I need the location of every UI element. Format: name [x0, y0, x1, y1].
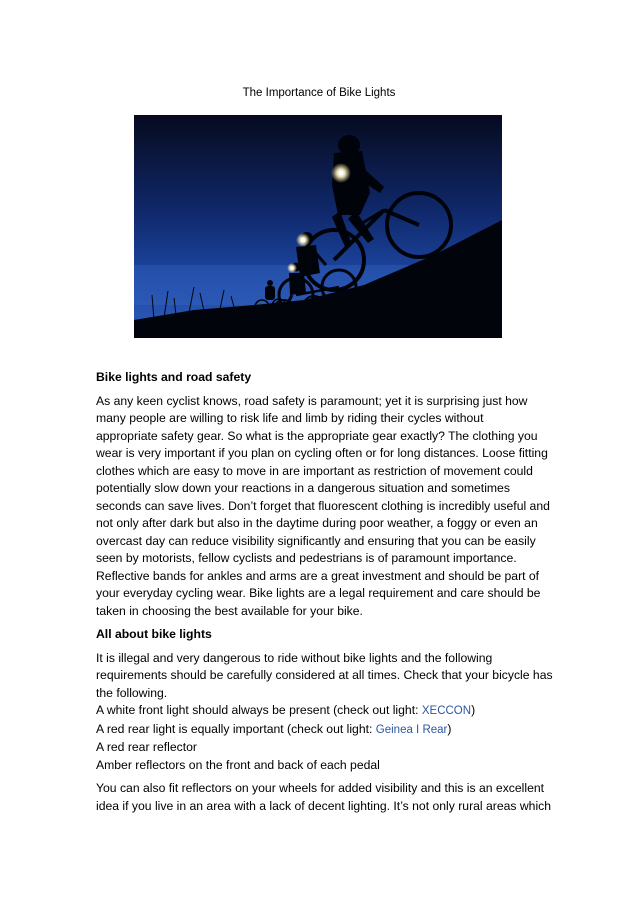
- text-line: taken in choosing the best available for your bike.: [96, 603, 363, 618]
- document-title: The Importance of Bike Lights: [242, 87, 396, 99]
- text-line: potentially slow down your reactions in a dangerous situation and sometimes: [96, 481, 510, 495]
- requirement-text: A white front light should always be present (check out light:: [96, 703, 422, 717]
- requirement-item-rear-reflector: A red rear reflector: [96, 740, 197, 754]
- requirement-text: A red rear light is equally important (check out light:: [96, 721, 376, 736]
- requirement-item-front-light: [96, 702, 551, 721]
- text-line: It is illegal and very dangerous to ride without bike lights and the following: [96, 650, 493, 665]
- text-line: your everyday cycling wear. Bike lights are a legal requirement and care should be: [96, 586, 541, 600]
- requirement-text-end: ): [447, 721, 452, 736]
- xeccon-link[interactable]: XECCON: [421, 705, 472, 717]
- text-line: seen by motorists, fellow cyclists and pedestrians is of paramount importance.: [96, 551, 517, 565]
- text-line: You can also fit reflectors on your wheels for added visibility and this is an excellent: [96, 781, 545, 795]
- text-line: idea if you live in an area with a lack of decent lighting. It’s not only rural areas which: [96, 798, 552, 813]
- text-line: wear is very important if you plan on cycling often or for long distances. Loose fitting: [96, 446, 548, 460]
- article-body: [96, 369, 551, 821]
- road-safety-paragraph: [96, 393, 551, 621]
- text-line: clothes which are easy to move in are important as restriction of movement could: [96, 463, 533, 478]
- requirement-text-end: ): [471, 703, 476, 717]
- text-line: the following.: [96, 685, 168, 700]
- text-line: As any keen cyclist knows, road safety is paramount; yet it is surprising just how: [96, 393, 528, 408]
- text-line: Reflective bands for ankles and arms are a great investment and should be part of: [96, 568, 540, 583]
- text-line: seconds can save lives. Don’t forget that fluorescent clothing is incredibly useful and: [96, 498, 550, 513]
- bike-lights-paragraph: [96, 650, 551, 775]
- text-line: appropriate safety gear. So what is the appropriate gear exactly? The clothing you: [96, 428, 538, 443]
- section-heading-road-safety: Bike lights and road safety: [96, 370, 252, 384]
- requirement-item-rear-light: [96, 721, 551, 740]
- text-line: overcast day can reduce visibility significantly and ensuring that you can be easily: [96, 533, 536, 548]
- text-line: not only after dark but also in the daytime during poor weather, a foggy or even an: [96, 516, 538, 530]
- section-heading-bike-lights: All about bike lights: [96, 627, 212, 641]
- requirement-item-pedal-reflectors: Amber reflectors on the front and back of each pedal: [96, 757, 380, 772]
- wheel-reflectors-paragraph: [96, 780, 551, 815]
- cyclists-night-photo: [134, 115, 502, 338]
- geinea-rear-link[interactable]: Geinea I Rear: [375, 723, 448, 736]
- text-line: requirements should be carefully considered at all times. Check that your bicycle has: [96, 668, 553, 682]
- text-line: many people are willing to risk life and limb by riding their cycles without: [96, 411, 484, 425]
